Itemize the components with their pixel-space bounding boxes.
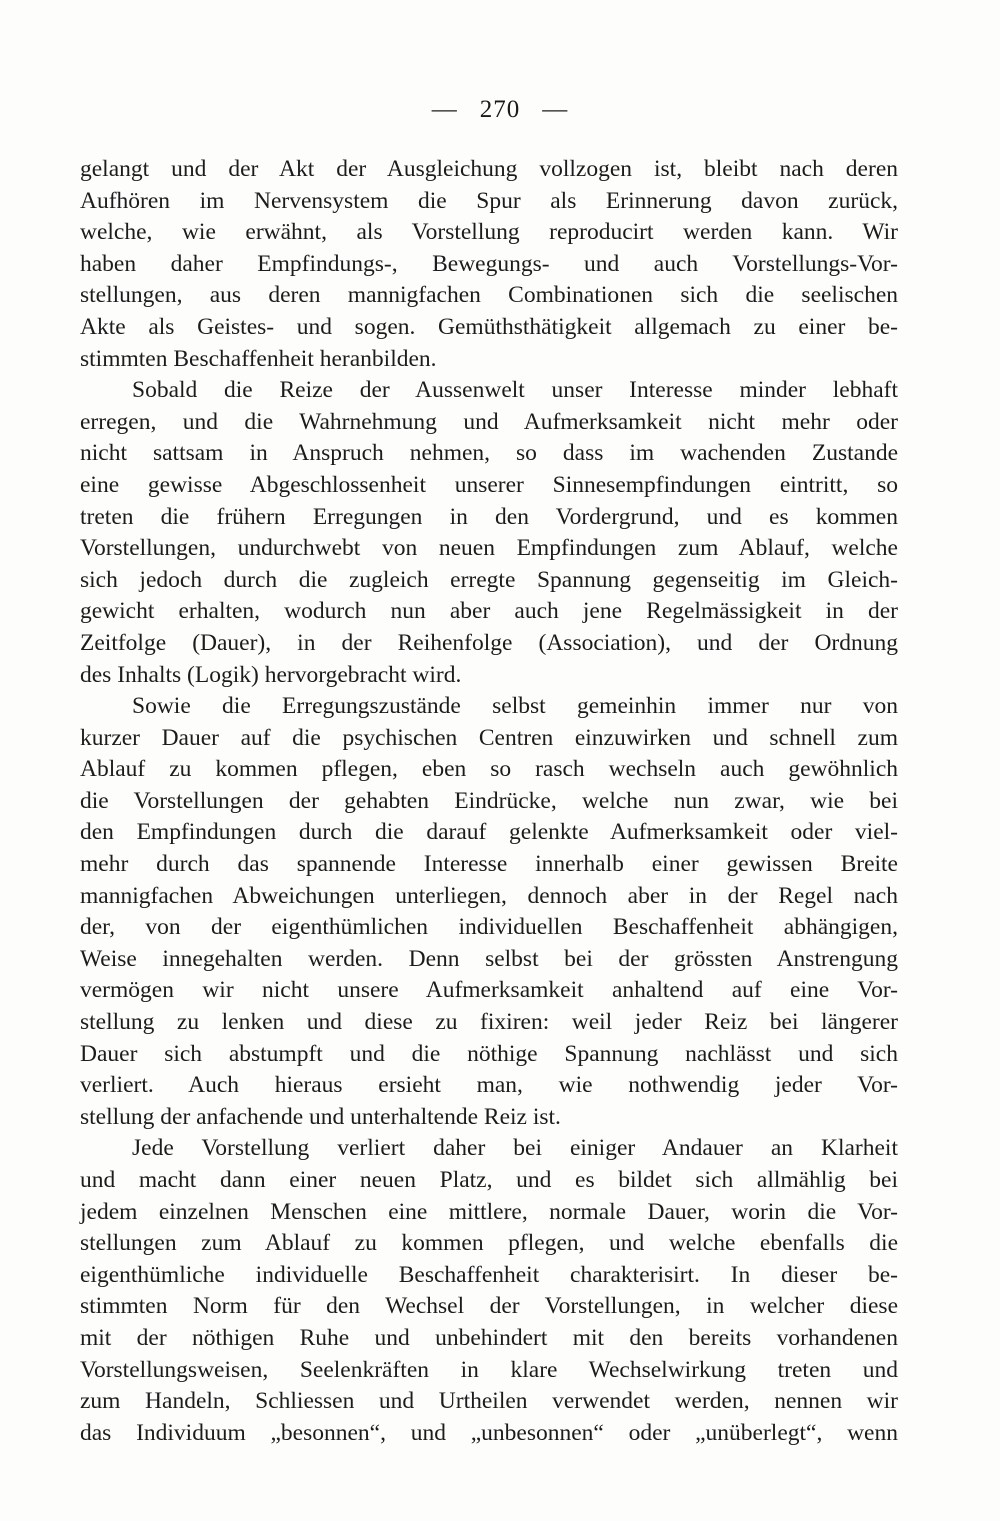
page-number-dash-left: — [431, 96, 458, 123]
text-line: Vorstellungsweisen, Seelenkräften in klare Wechselwirkung treten und [80, 1356, 898, 1383]
text-line: zum Handeln, Schliessen und Urtheilen verwendet werden, nennen wir [80, 1388, 898, 1415]
text-line: treten die frühern Erregungen in den Vordergrund, und es kommen [80, 503, 898, 530]
text-line: der, von der eigenthümlichen individuellen Beschaffenheit abhängigen, [80, 914, 898, 941]
text-line: Dauer sich abstumpft und die nöthige Spannung nachlässt und sich [80, 1040, 898, 1067]
body-text [80, 154, 898, 1449]
text-line: das Individuum „besonnen“, und „unbesonnen“ oder „unüberlegt“, wenn [80, 1419, 898, 1446]
text-line: sich jedoch durch die zugleich erregte Spannung gegenseitig im Gleich- [80, 566, 898, 593]
text-line: verliert. Auch hieraus ersieht man, wie nothwendig jeder Vor- [80, 1072, 898, 1099]
paragraph-2 [80, 375, 898, 691]
text-line: Sobald die Reize der Aussenwelt unser Interesse minder lebhaft [132, 377, 898, 404]
text-line: und macht dann einer neuen Platz, und es bildet sich allmählig bei [80, 1167, 898, 1193]
page-number-dash-right: — [542, 96, 569, 123]
text-line: welche, wie erwähnt, als Vorstellung reproducirt werden kann. Wir [80, 219, 898, 246]
text-line: stimmten Beschaffenheit heranbilden. [80, 345, 437, 372]
page-number-header [0, 96, 1000, 124]
text-line: jedem einzelnen Menschen eine mittlere, normale Dauer, worin die Vor- [80, 1198, 898, 1225]
text-line: Aufhören im Nervensystem die Spur als Erinnerung davon zurück, [80, 187, 898, 214]
text-line: gelangt und der Akt der Ausgleichung vollzogen ist, bleibt nach deren [80, 156, 898, 182]
text-line: Sowie die Erregungszustände selbst gemeinhin immer nur von [132, 693, 898, 720]
paragraph-3 [80, 691, 898, 1133]
text-line: haben daher Empfindungs-, Bewegungs- und auch Vorstellungs-Vor- [80, 250, 898, 277]
text-line: vermögen wir nicht unsere Aufmerksamkeit anhaltend auf eine Vor- [80, 977, 898, 1004]
page-number: 270 [479, 96, 521, 123]
text-line: stellungen zum Ablauf zu kommen pflegen, und welche ebenfalls die [80, 1230, 898, 1257]
text-line: kurzer Dauer auf die psychischen Centren einzuwirken und schnell zum [80, 724, 898, 751]
text-line: Zeitfolge (Dauer), in der Reihenfolge (Association), und der Ordnung [80, 629, 898, 656]
text-line: Jede Vorstellung verliert daher bei einiger Andauer an Klarheit [132, 1135, 898, 1162]
text-line: mit der nöthigen Ruhe und unbehindert mit den bereits vorhandenen [80, 1324, 898, 1351]
text-line: des Inhalts (Logik) hervorgebracht wird. [80, 661, 462, 688]
text-line: stellungen, aus deren mannigfachen Combinationen sich die seelischen [80, 282, 898, 309]
text-line: Vorstellungen, undurchwebt von neuen Empfindungen zum Ablauf, welche [80, 535, 898, 562]
paragraph-1 [80, 154, 898, 375]
paragraph-4 [80, 1133, 898, 1449]
text-line: mehr durch das spannende Interesse innerhalb einer gewissen Breite [80, 851, 898, 878]
text-line: Ablauf zu kommen pflegen, eben so rasch wechseln auch gewöhnlich [80, 756, 898, 783]
text-line: den Empfindungen durch die darauf gelenkte Aufmerksamkeit oder viel- [80, 819, 898, 846]
text-line: eigenthümliche individuelle Beschaffenheit charakterisirt. In dieser be- [80, 1261, 898, 1288]
text-line: stellung der anfachende und unterhaltende Reiz ist. [80, 1103, 561, 1130]
text-line: Akte als Geistes- und sogen. Gemüthsthätigkeit allgemach zu einer be- [80, 313, 898, 340]
text-line: stellung zu lenken und diese zu fixiren: weil jeder Reiz bei längerer [80, 1009, 898, 1036]
text-line: Weise innegehalten werden. Denn selbst bei der grössten Anstrengung [80, 945, 898, 972]
text-line: stimmten Norm für den Wechsel der Vorstellungen, in welcher diese [80, 1293, 898, 1320]
text-line: erregen, und die Wahrnehmung und Aufmerksamkeit nicht mehr oder [80, 408, 898, 435]
text-line: gewicht erhalten, wodurch nun aber auch jene Regelmässigkeit in der [80, 598, 898, 625]
text-line: die Vorstellungen der gehabten Eindrücke, welche nun zwar, wie bei [80, 787, 898, 814]
text-line: mannigfachen Abweichungen unterliegen, dennoch aber in der Regel nach [80, 882, 898, 909]
text-line: eine gewisse Abgeschlossenheit unserer Sinnesempfindungen eintritt, so [80, 471, 898, 498]
text-line: nicht sattsam in Anspruch nehmen, so dass im wachenden Zustande [80, 440, 898, 467]
